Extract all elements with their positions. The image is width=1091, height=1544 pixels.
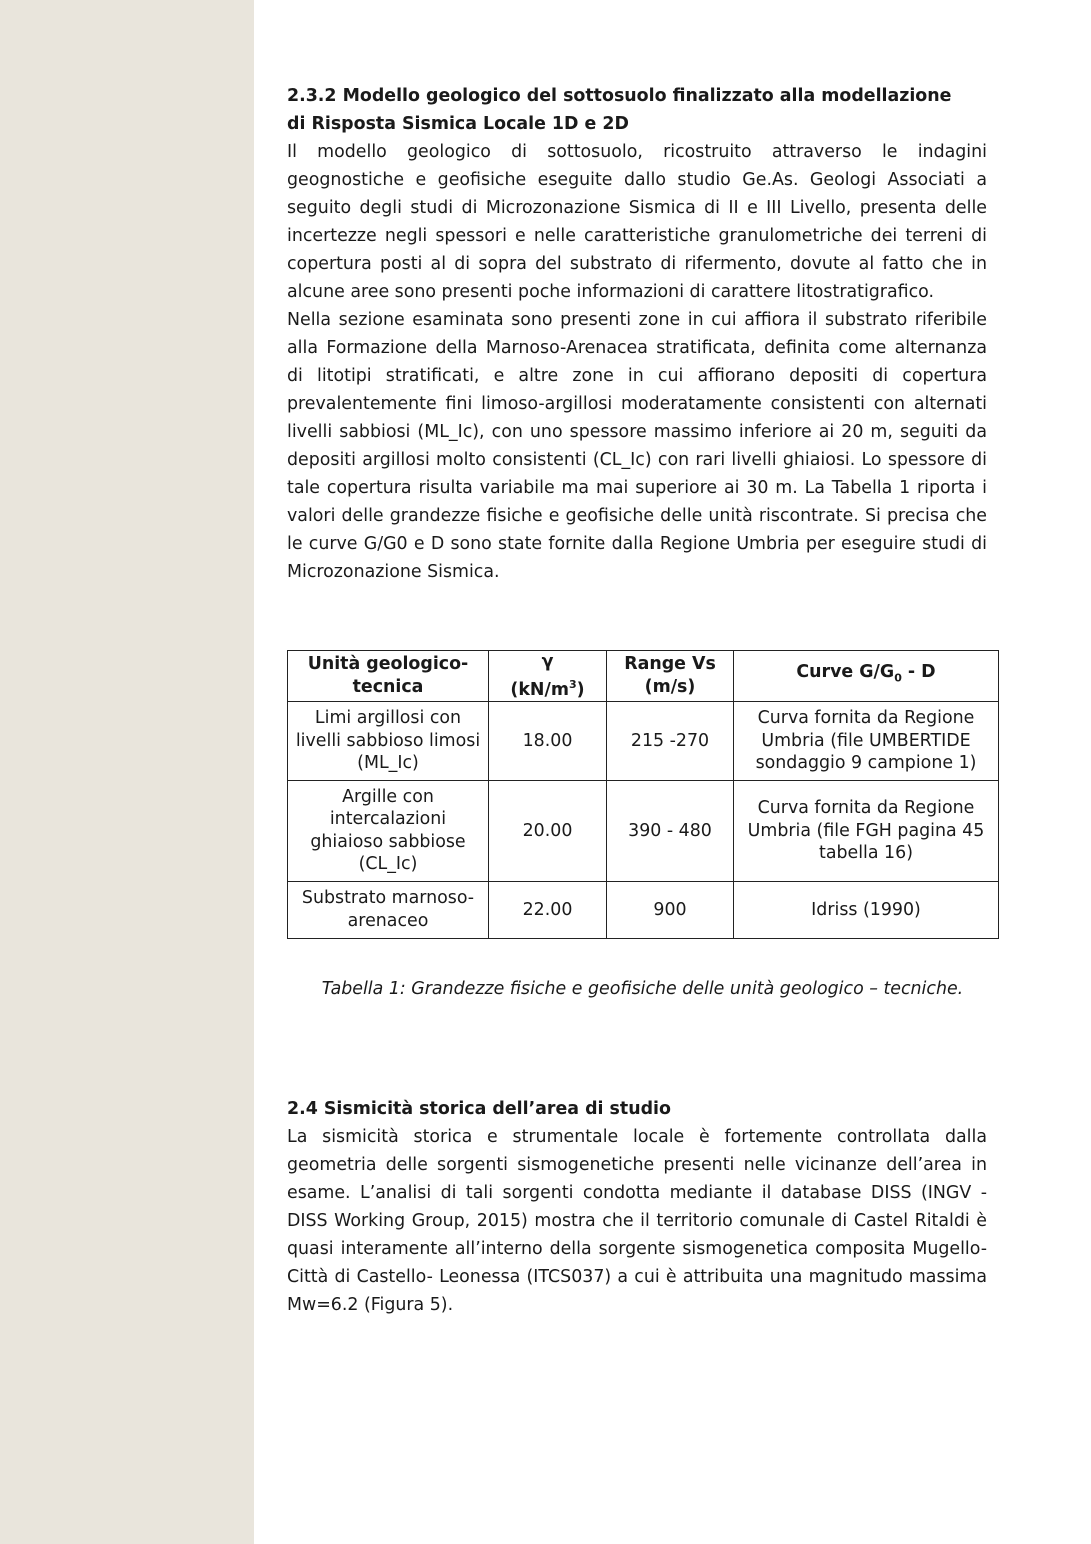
cell-curve: Idriss (1990)	[734, 881, 999, 938]
gamma-unit-suffix: )	[576, 679, 585, 700]
header-gamma	[489, 651, 607, 702]
cell-vs: 390 - 480	[607, 780, 734, 881]
cell-unit: Limi argillosi con livelli sabbioso limosi (ML_Ic)	[288, 701, 489, 780]
header-curve	[734, 651, 999, 702]
page-content	[287, 82, 987, 1319]
table-row	[288, 701, 999, 780]
heading-line-2: di Risposta Sismica Locale 1D e 2D	[287, 114, 629, 134]
curve-sub: 0	[894, 671, 902, 685]
gamma-unit-prefix: (kN/m	[510, 679, 569, 700]
section-heading-2-3-2	[287, 82, 987, 138]
table-header-row	[288, 651, 999, 702]
gamma-symbol: γ	[541, 652, 554, 672]
table-row	[288, 780, 999, 881]
table-row	[288, 881, 999, 938]
header-range-vs	[607, 651, 734, 702]
table-container	[287, 650, 998, 1003]
cell-gamma: 20.00	[489, 780, 607, 881]
cell-unit: Substrato marnoso-arenaceo	[288, 881, 489, 938]
vs-line-2: (m/s)	[644, 676, 696, 697]
geotechnical-table	[287, 650, 999, 939]
section-heading-2-4: 2.4 Sismicità storica dell’area di studio	[287, 1098, 671, 1119]
paragraph-model: Il modello geologico di sottosuolo, ricostruito attraverso le indagini geognostiche e geofisiche eseguite dallo studio Ge.As. Geologi Associati a seguito degli studi di Microzonazione Sismica di II e III Livello, presenta delle incertezze negli spessori e nelle caratteristiche granulometriche dei terreni di copertura posti al di sopra del substrato di rifermento, dovute al fatto che in alcune aree sono presenti poche informazioni di carattere litostratigrafico.	[287, 142, 987, 302]
section-2-4	[287, 1095, 987, 1319]
cell-gamma: 18.00	[489, 701, 607, 780]
header-unit: Unità geologico-tecnica	[288, 651, 489, 702]
table-caption: Tabella 1: Grandezze fisiche e geofisiche delle unità geologico – tecniche.	[321, 978, 964, 999]
cell-curve: Curva fornita da Regione Umbria (file FGH pagina 45 tabella 16)	[734, 780, 999, 881]
curve-prefix: Curve G/G	[796, 662, 895, 683]
cell-gamma: 22.00	[489, 881, 607, 938]
vs-line-1: Range Vs	[624, 654, 716, 675]
side-band	[0, 0, 254, 1544]
heading-line-1: 2.3.2 Modello geologico del sottosuolo finalizzato alla modellazione	[287, 86, 952, 106]
gamma-unit-exp: 3	[568, 677, 577, 691]
cell-vs: 900	[607, 881, 734, 938]
cell-vs: 215 -270	[607, 701, 734, 780]
curve-suffix: - D	[901, 662, 936, 683]
paragraph-seismicity: La sismicità storica e strumentale locale è fortemente controllata dalla geometria delle sorgenti sismogenetiche presenti nelle vicinanze dell’area in esame. L’analisi di tali sorgenti condotta mediante il database DISS (INGV - DISS Working Group, 2015) mostra che il territorio comunale di Castel Ritaldi è quasi interamente all’interno della sorgente sismogenetica composita Mugello-Città di Castello- Leonessa (ITCS037) a cui è attribuita una magnitudo massima Mw=6.2 (Figura 5).	[287, 1126, 987, 1315]
paragraph-section: Nella sezione esaminata sono presenti zone in cui affiora il substrato riferibile alla Formazione della Marnoso-Arenacea stratificata, definita come alternanza di litotipi stratificati, e altre zone in cui affiorano depositi di copertura prevalentemente fini limoso-argillosi moderatamente consistenti con alternati livelli sabbiosi (ML_Ic), con uno spessore massimo inferiore ai 20 m, seguiti da depositi argillosi molto consistenti (CL_Ic) con rari livelli ghiaiosi. Lo spessore di tale copertura risulta variabile ma mai superiore ai 30 m. La Tabella 1 riporta i valori delle grandezze fisiche e geofisiche delle unità riscontrate. Si precisa che le curve G/G0 e D sono state fornite dalla Regione Umbria per eseguire studi di Microzonazione Sismica.	[287, 310, 987, 582]
cell-curve: Curva fornita da Regione Umbria (file UMBERTIDE sondaggio 9 campione 1)	[734, 701, 999, 780]
cell-unit: Argille con intercalazioni ghiaioso sabbiose (CL_Ic)	[288, 780, 489, 881]
